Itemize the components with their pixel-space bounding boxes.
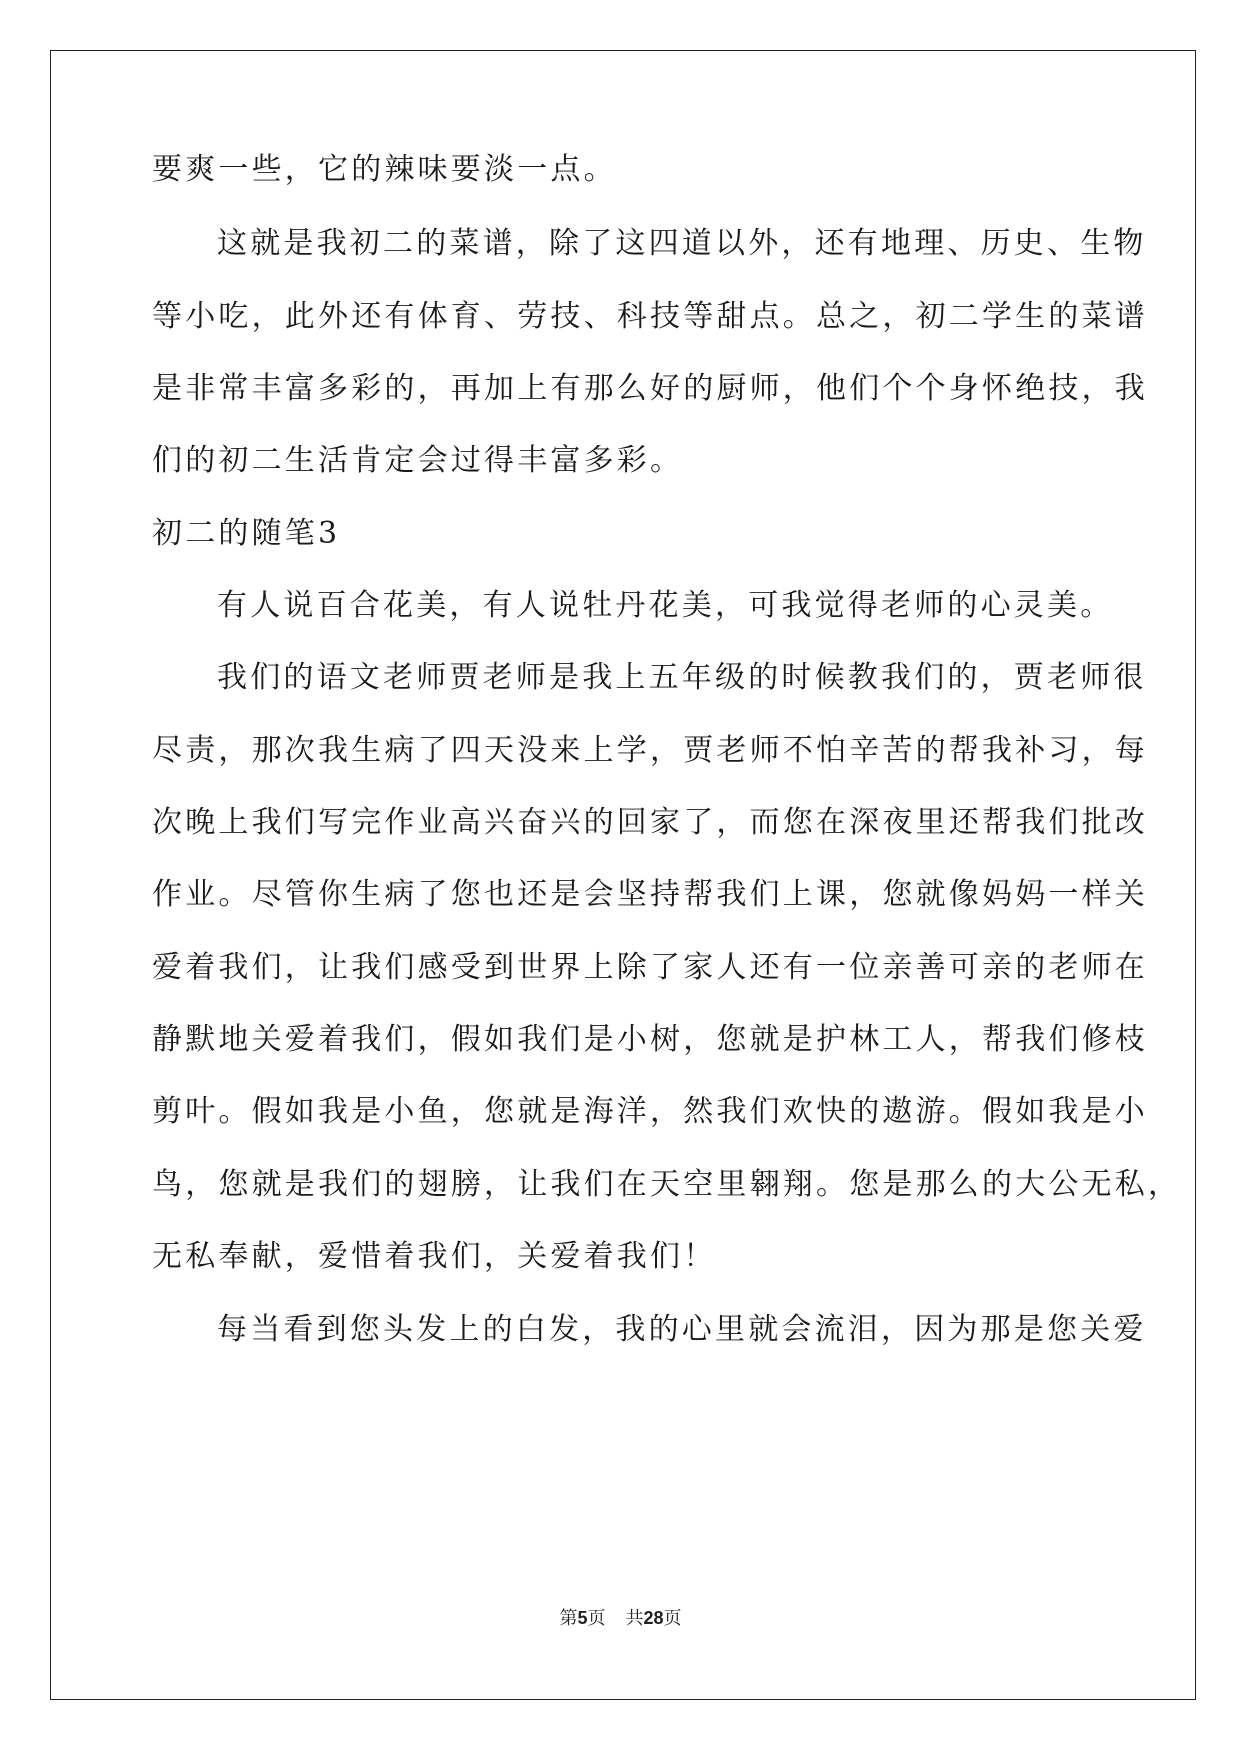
paragraph-line: 鸟，您就是我们的翅膀，让我们在天空里翱翔。您是那么的大公无私， xyxy=(152,1167,1182,1202)
section-heading: 初二的随笔3 xyxy=(152,516,341,551)
paragraph-line: 剪叶。假如我是小鱼，您就是海洋，然我们欢快的遨游。假如我是小 xyxy=(152,1094,1148,1129)
paragraph-line: 爱着我们，让我们感受到世界上除了家人还有一位亲善可亲的老师在 xyxy=(152,950,1148,985)
total-pages-prefix: 共 xyxy=(625,1608,644,1629)
paragraph-line: 静默地关爱着我们，假如我们是小树，您就是护林工人，帮我们修枝 xyxy=(152,1022,1148,1057)
current-page-number: 5 xyxy=(577,1608,588,1628)
page-footer xyxy=(0,1606,1241,1631)
page-number-suffix: 页 xyxy=(587,1608,606,1629)
page-number-prefix: 第 xyxy=(559,1608,578,1629)
paragraph-line: 是非常丰富多彩的，再加上有那么好的厨师，他们个个身怀绝技，我 xyxy=(152,371,1148,406)
paragraph-line: 作业。尽管你生病了您也还是会坚持帮我们上课，您就像妈妈一样关 xyxy=(152,877,1148,912)
paragraph-line: 尽责，那次我生病了四天没来上学，贾老师不怕辛苦的帮我补习，每 xyxy=(152,733,1148,768)
paragraph-line: 等小吃，此外还有体育、劳技、科技等甜点。总之，初二学生的菜谱 xyxy=(152,299,1148,334)
paragraph-line: 我们的语文老师贾老师是我上五年级的时候教我们的，贾老师很 xyxy=(217,660,1147,695)
paragraph-line: 无私奉献，爱惜着我们，关爱着我们！ xyxy=(152,1239,717,1274)
paragraph-line: 次晚上我们写完作业高兴奋兴的回家了，而您在深夜里还帮我们批改 xyxy=(152,805,1148,840)
paragraph-line: 这就是我初二的菜谱，除了这四道以外，还有地理、历史、生物 xyxy=(217,226,1147,261)
paragraph-line: 要爽一些，它的辣味要淡一点。 xyxy=(152,152,617,187)
paragraph-line: 们的初二生活肯定会过得丰富多彩。 xyxy=(152,443,684,478)
total-pages-suffix: 页 xyxy=(663,1608,682,1629)
total-page-count: 28 xyxy=(643,1608,664,1628)
paragraph-line: 每当看到您头发上的白发，我的心里就会流泪，因为那是您关爱 xyxy=(217,1312,1147,1347)
paragraph-line: 有人说百合花美，有人说牡丹花美，可我觉得老师的心灵美。 xyxy=(217,588,1114,623)
